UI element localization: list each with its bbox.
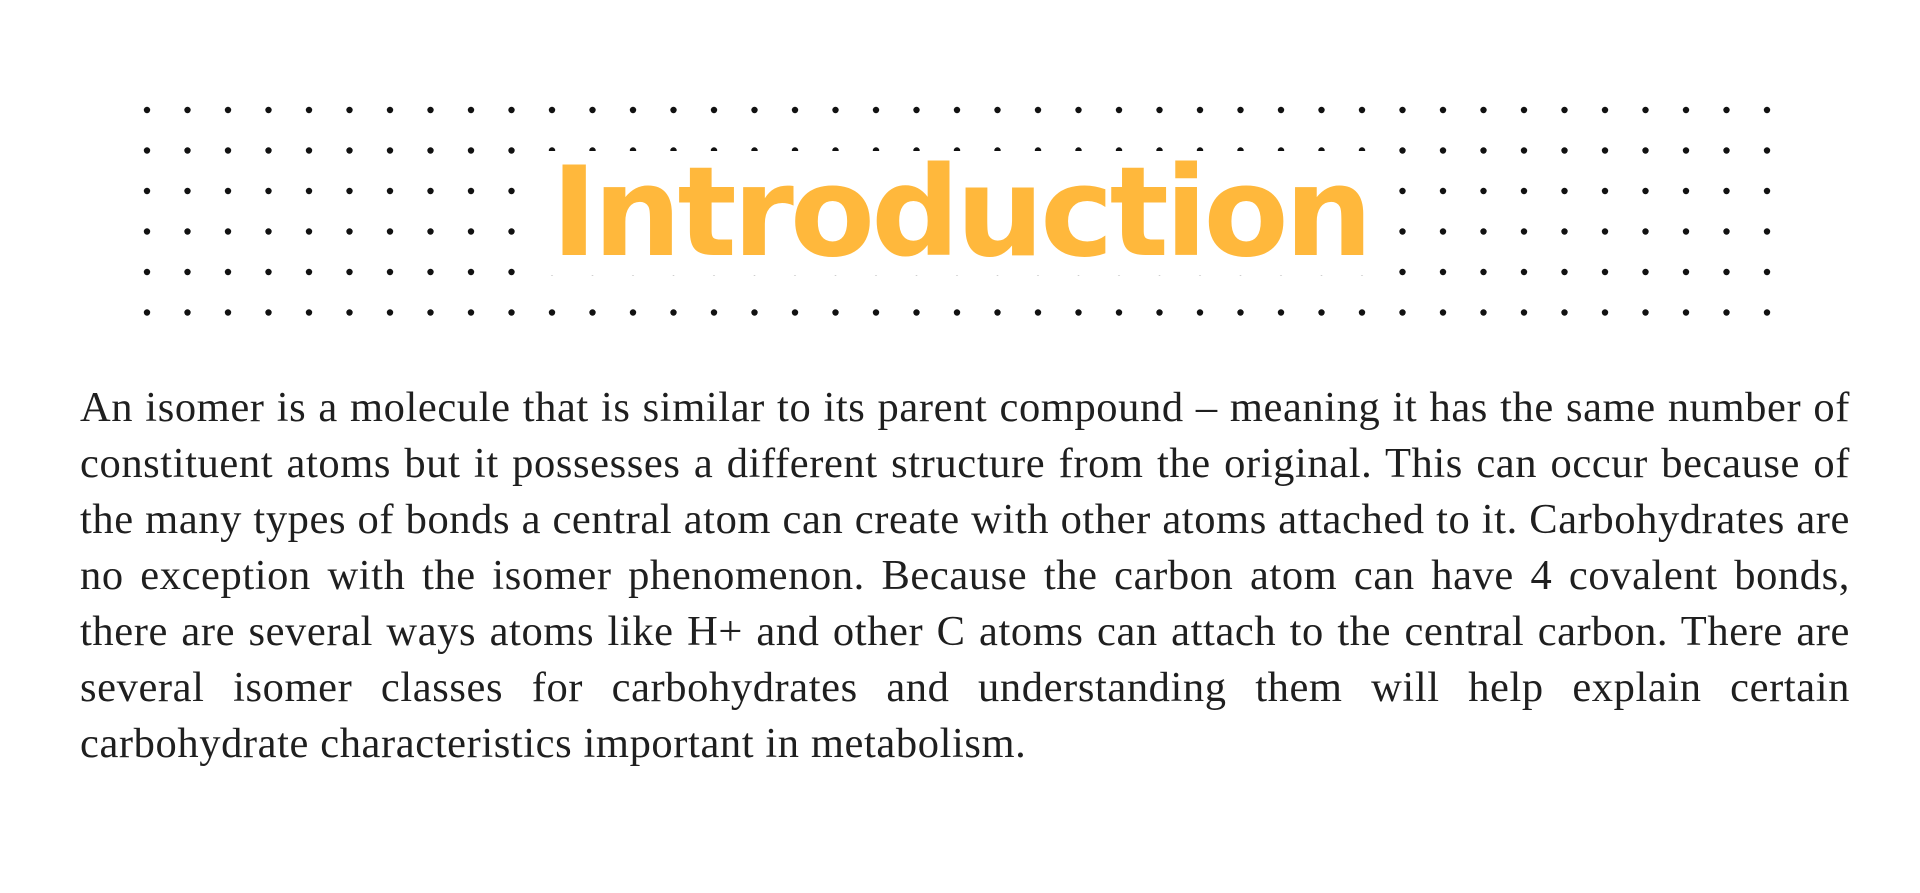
pattern-dot [468, 107, 474, 113]
pattern-dot [589, 107, 595, 113]
pattern-dot [427, 107, 433, 113]
pattern-dot [184, 228, 190, 234]
pattern-dot [144, 228, 150, 234]
pattern-dot [1318, 107, 1324, 113]
pattern-dot [346, 269, 352, 275]
pattern-dot [468, 309, 474, 315]
pattern-dot [1723, 188, 1729, 194]
pattern-dot [225, 269, 231, 275]
pattern-dot [427, 228, 433, 234]
pattern-dot [913, 309, 919, 315]
pattern-dot [1521, 309, 1527, 315]
pattern-dot [954, 309, 960, 315]
pattern-dot [144, 188, 150, 194]
pattern-dot [387, 309, 393, 315]
pattern-dot [1156, 107, 1162, 113]
pattern-dot [1764, 228, 1770, 234]
pattern-dot [1683, 228, 1689, 234]
pattern-dot [265, 269, 271, 275]
pattern-dot [630, 309, 636, 315]
pattern-dot [1521, 188, 1527, 194]
pattern-dot [549, 309, 555, 315]
pattern-dot [427, 147, 433, 153]
pattern-dot [994, 309, 1000, 315]
pattern-dot [184, 269, 190, 275]
pattern-dot [1197, 309, 1203, 315]
pattern-dot [1440, 107, 1446, 113]
pattern-dot [1521, 107, 1527, 113]
pattern-dot [265, 309, 271, 315]
pattern-dot [1035, 107, 1041, 113]
pattern-dot [1683, 107, 1689, 113]
pattern-dot [1440, 269, 1446, 275]
pattern-dot [832, 309, 838, 315]
pattern-dot [630, 107, 636, 113]
pattern-dot [1399, 269, 1405, 275]
pattern-dot [1602, 269, 1608, 275]
pattern-dot [508, 228, 514, 234]
pattern-dot [225, 107, 231, 113]
pattern-dot [873, 309, 879, 315]
pattern-dot [1116, 107, 1122, 113]
pattern-dot [1440, 228, 1446, 234]
pattern-dot [549, 107, 555, 113]
pattern-dot [144, 309, 150, 315]
pattern-dot [1764, 147, 1770, 153]
pattern-dot [468, 147, 474, 153]
pattern-dot [1723, 269, 1729, 275]
pattern-dot [1399, 107, 1405, 113]
pattern-dot [1197, 107, 1203, 113]
pattern-dot [1723, 309, 1729, 315]
pattern-dot [1764, 269, 1770, 275]
pattern-dot [1723, 147, 1729, 153]
pattern-dot [670, 309, 676, 315]
pattern-dot [1480, 107, 1486, 113]
pattern-dot [306, 107, 312, 113]
page-title: Introduction [529, 151, 1391, 275]
pattern-dot [1237, 107, 1243, 113]
pattern-dot [427, 309, 433, 315]
pattern-dot [1561, 269, 1567, 275]
pattern-dot [306, 269, 312, 275]
pattern-dot [1642, 228, 1648, 234]
pattern-dot [1359, 309, 1365, 315]
pattern-dot [1642, 147, 1648, 153]
pattern-dot [1561, 107, 1567, 113]
intro-paragraph: An isomer is a molecule that is similar to its parent compound – meaning it has the same number of constituent atoms but it possesses a different structure from the original. This can occur because of the many types of bonds a central atom can create with other atoms attached to it. Carbohydrates are no exception with the isomer phenomenon. Because the carbon atom can have 4 covalent bonds, there are several ways atoms like H+ and other C atoms can attach to the central carbon. There are several isomer classes for carbohydrates and understanding them will help explain certain carbohydrate characteristics important in metabolism. [80, 384, 1850, 767]
pattern-dot [1683, 147, 1689, 153]
pattern-dot [265, 107, 271, 113]
pattern-dot [1480, 309, 1486, 315]
pattern-dot [346, 107, 352, 113]
pattern-dot [1683, 269, 1689, 275]
pattern-dot [427, 269, 433, 275]
pattern-dot [508, 188, 514, 194]
pattern-dot [387, 188, 393, 194]
pattern-dot [1237, 309, 1243, 315]
pattern-dot [1278, 309, 1284, 315]
pattern-dot [1602, 147, 1608, 153]
pattern-dot [1318, 309, 1324, 315]
pattern-dot [792, 107, 798, 113]
pattern-dot [711, 309, 717, 315]
pattern-dot [184, 107, 190, 113]
pattern-dot [913, 107, 919, 113]
pattern-dot [265, 147, 271, 153]
pattern-dot [1683, 188, 1689, 194]
pattern-dot [954, 107, 960, 113]
pattern-dot [306, 147, 312, 153]
pattern-dot [1440, 309, 1446, 315]
pattern-dot [346, 147, 352, 153]
pattern-dot [1156, 309, 1162, 315]
pattern-dot [1521, 269, 1527, 275]
pattern-dot [1480, 228, 1486, 234]
pattern-dot [1642, 107, 1648, 113]
pattern-dot [468, 228, 474, 234]
pattern-dot [346, 309, 352, 315]
pattern-dot [184, 309, 190, 315]
pattern-dot [751, 107, 757, 113]
pattern-dot [1764, 309, 1770, 315]
pattern-dot [1480, 147, 1486, 153]
pattern-dot [468, 188, 474, 194]
pattern-dot [346, 228, 352, 234]
pattern-dot [225, 228, 231, 234]
pattern-dot [184, 147, 190, 153]
pattern-dot [1602, 228, 1608, 234]
pattern-dot [670, 107, 676, 113]
pattern-dot [306, 188, 312, 194]
pattern-dot [1440, 188, 1446, 194]
pattern-dot [1480, 188, 1486, 194]
pattern-dot [1561, 309, 1567, 315]
pattern-dot [994, 107, 1000, 113]
pattern-dot [387, 107, 393, 113]
pattern-dot [144, 147, 150, 153]
pattern-dot [508, 309, 514, 315]
pattern-dot [387, 228, 393, 234]
pattern-dot [144, 269, 150, 275]
pattern-dot [468, 269, 474, 275]
pattern-dot [1035, 309, 1041, 315]
pattern-dot [1723, 107, 1729, 113]
pattern-dot [265, 228, 271, 234]
pattern-dot [508, 269, 514, 275]
pattern-dot [184, 188, 190, 194]
pattern-dot [873, 107, 879, 113]
pattern-dot [427, 188, 433, 194]
pattern-dot [1359, 107, 1365, 113]
pattern-dot [1521, 147, 1527, 153]
pattern-dot [144, 107, 150, 113]
pattern-dot [387, 147, 393, 153]
pattern-dot [1116, 309, 1122, 315]
pattern-dot [1399, 228, 1405, 234]
pattern-dot [751, 309, 757, 315]
pattern-dot [792, 309, 798, 315]
pattern-dot [1602, 309, 1608, 315]
pattern-dot [1075, 107, 1081, 113]
pattern-dot [1642, 309, 1648, 315]
pattern-dot [1561, 188, 1567, 194]
pattern-dot [1764, 107, 1770, 113]
title-banner [135, 100, 1785, 325]
pattern-dot [1683, 309, 1689, 315]
pattern-dot [225, 309, 231, 315]
pattern-dot [832, 107, 838, 113]
pattern-dot [387, 269, 393, 275]
pattern-dot [306, 228, 312, 234]
pattern-dot [1521, 228, 1527, 234]
pattern-dot [1561, 147, 1567, 153]
pattern-dot [1399, 147, 1405, 153]
pattern-dot [1642, 188, 1648, 194]
pattern-dot [225, 147, 231, 153]
pattern-dot [346, 188, 352, 194]
pattern-dot [1602, 188, 1608, 194]
pattern-dot [265, 188, 271, 194]
pattern-dot [1399, 309, 1405, 315]
pattern-dot [1602, 107, 1608, 113]
pattern-dot [1561, 228, 1567, 234]
pattern-dot [508, 147, 514, 153]
pattern-dot [711, 107, 717, 113]
pattern-dot [225, 188, 231, 194]
pattern-dot [508, 107, 514, 113]
pattern-dot [1723, 228, 1729, 234]
pattern-dot [589, 309, 595, 315]
pattern-dot [306, 309, 312, 315]
pattern-dot [1075, 309, 1081, 315]
pattern-dot [1278, 107, 1284, 113]
pattern-dot [1399, 188, 1405, 194]
pattern-dot [1440, 147, 1446, 153]
pattern-dot [1642, 269, 1648, 275]
pattern-dot [1480, 269, 1486, 275]
pattern-dot [1764, 188, 1770, 194]
